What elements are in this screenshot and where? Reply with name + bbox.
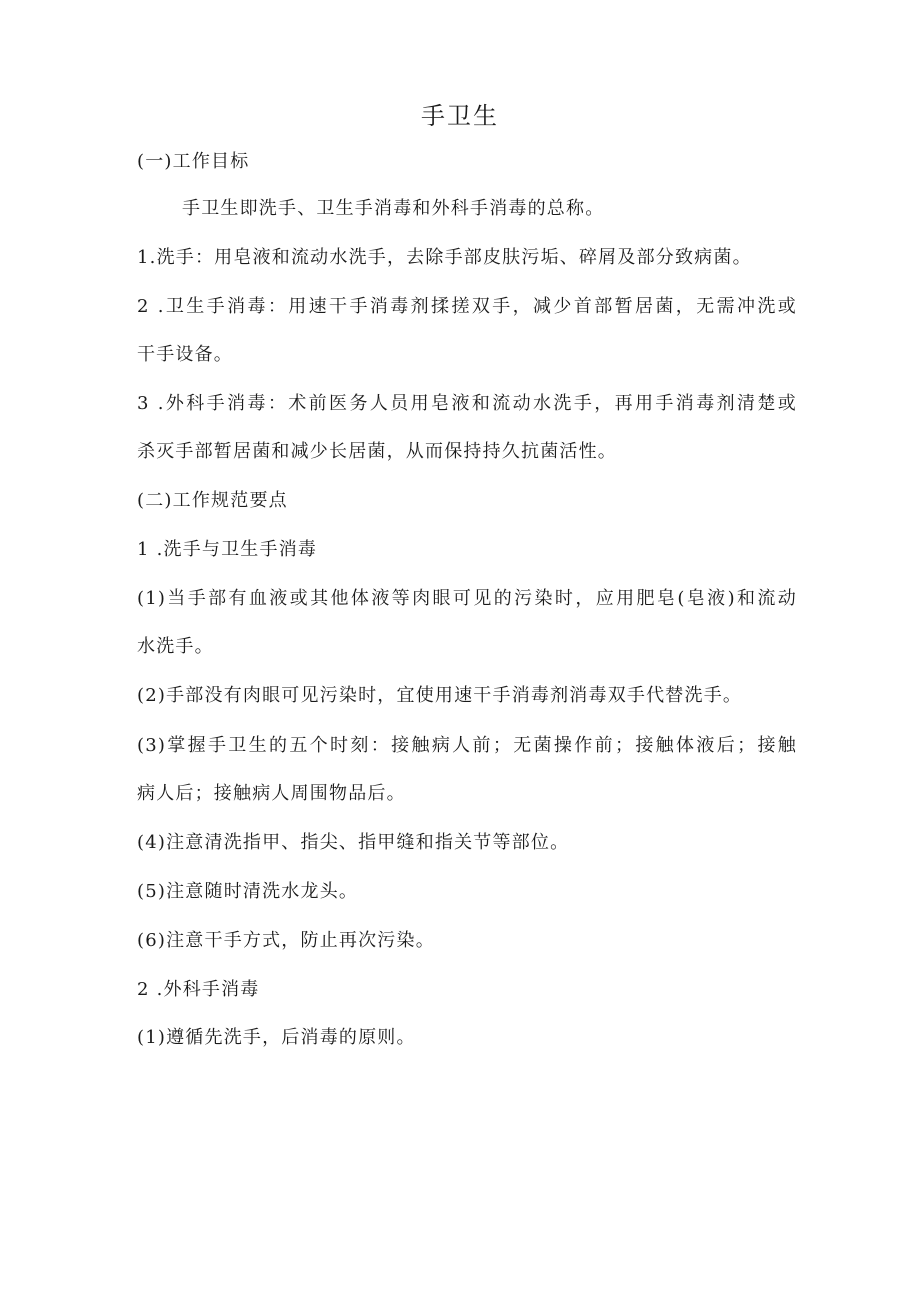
list-item-point-1: (1)当手部有血液或其他体液等肉眼可见的污染时，应用肥皂(皂液)和流动	[137, 588, 797, 609]
document-title: 手卫生	[421, 102, 499, 130]
section-heading-goals: (一)工作目标	[137, 151, 250, 172]
list-item-hygienic-disinfection: 2 .卫生手消毒：用速干手消毒剂揉搓双手，减少首部暂居菌，无需冲洗或	[137, 296, 797, 317]
list-item-point-2: (2)手部没有肉眼可见污染时，宜使用速干手消毒剂消毒双手代替洗手。	[137, 685, 743, 706]
section-heading-key-points: (二)工作规范要点	[137, 490, 288, 511]
list-item-point-4: (4)注意清洗指甲、指尖、指甲缝和指关节等部位。	[137, 832, 570, 853]
list-item-point-3-cont: 病人后；接触病人周围物品后。	[137, 783, 406, 804]
list-item-surgical-disinfection-cont: 杀灭手部暂居菌和减少长居菌，从而保持持久抗菌活性。	[137, 441, 617, 462]
list-item-hygienic-disinfection-cont: 干手设备。	[137, 344, 233, 365]
list-item-point-6: (6)注意干手方式，防止再次污染。	[137, 930, 435, 951]
list-item-surgical-disinfection: 3 .外科手消毒：术前医务人员用皂液和流动水洗手，再用手消毒剂清楚或	[137, 393, 797, 414]
paragraph-definition: 手卫生即洗手、卫生手消毒和外科手消毒的总称。	[182, 198, 605, 219]
list-item-point-5: (5)注意随时清洗水龙头。	[137, 881, 359, 902]
list-item-handwashing: 1.洗手：用皂液和流动水洗手，去除手部皮肤污垢、碎屑及部分致病菌。	[137, 247, 752, 268]
subheading-surgical-disinfection: 2 .外科手消毒	[137, 979, 260, 1000]
subheading-handwashing-disinfection: 1 .洗手与卫生手消毒	[137, 539, 318, 560]
list-item-point-1-cont: 水洗手。	[137, 636, 214, 657]
list-item-point-3: (3)掌握手卫生的五个时刻：接触病人前；无菌操作前；接触体液后；接触	[137, 735, 797, 756]
list-item-surgical-point-1: (1)遵循先洗手，后消毒的原则。	[137, 1027, 416, 1048]
